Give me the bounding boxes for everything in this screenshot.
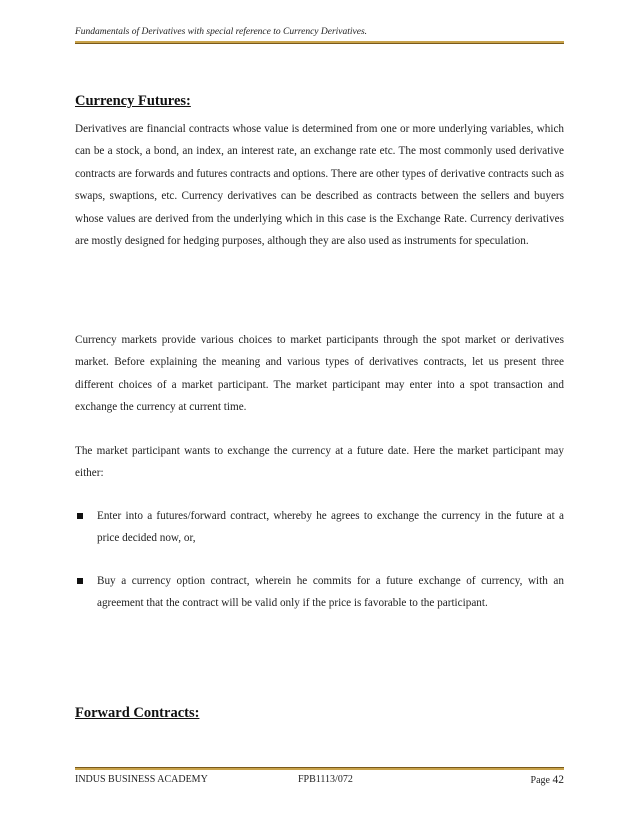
- footer-rule: [75, 767, 564, 770]
- square-bullet-icon: [77, 578, 83, 584]
- paragraph-future-exchange: The market participant wants to exchange the currency at a future date. Here the market participant may either:: [75, 445, 564, 480]
- footer-page-number: [531, 774, 564, 786]
- paragraph-currency-markets: Currency markets provide various choices to market participants through the spot market or derivatives market. Before explaining the meaning and various types of derivatives contracts, let us present three different choices of a market participant. The market participant may enter into a spot transaction and exchange the currency at current time.: [75, 334, 564, 414]
- header-rule: [75, 41, 564, 44]
- square-bullet-icon: [77, 513, 83, 519]
- list-item-text: Buy a currency option contract, wherein he commits for a future exchange of currency, with an agreement that the contract will be valid only if the price is favorable to the participant.: [97, 575, 564, 610]
- list-item: [75, 570, 564, 615]
- list-item: [75, 505, 564, 550]
- heading-forward-contracts: Forward Contracts:: [75, 705, 200, 721]
- running-header: Fundamentals of Derivatives with special reference to Currency Derivatives.: [75, 27, 368, 37]
- page-label: Page: [530, 775, 550, 786]
- footer-institution: INDUS BUSINESS ACADEMY: [75, 774, 208, 785]
- paragraph-derivatives-definition: Derivatives are financial contracts whose value is determined from one or more underlying variables, which can be a stock, a bond, an index, an interest rate, an exchange rate etc. The most commonly used derivative contracts are forwards and futures contracts and options. There are other types of derivative contracts such as swaps, swaptions, etc. Currency derivatives can be described as contracts between the sellers and buyers whose values are derived from the underlying which in this case is the Exchange Rate. Currency derivatives are mostly designed for hedging purposes, although they are also used as instruments for speculation.: [75, 123, 564, 248]
- list-item-text: Enter into a futures/forward contract, whereby he agrees to exchange the currency in the future at a price decided now, or,: [97, 510, 564, 545]
- footer-code: FPB1113/072: [298, 774, 353, 785]
- heading-currency-futures: Currency Futures:: [75, 93, 191, 109]
- page-number: 42: [552, 774, 564, 786]
